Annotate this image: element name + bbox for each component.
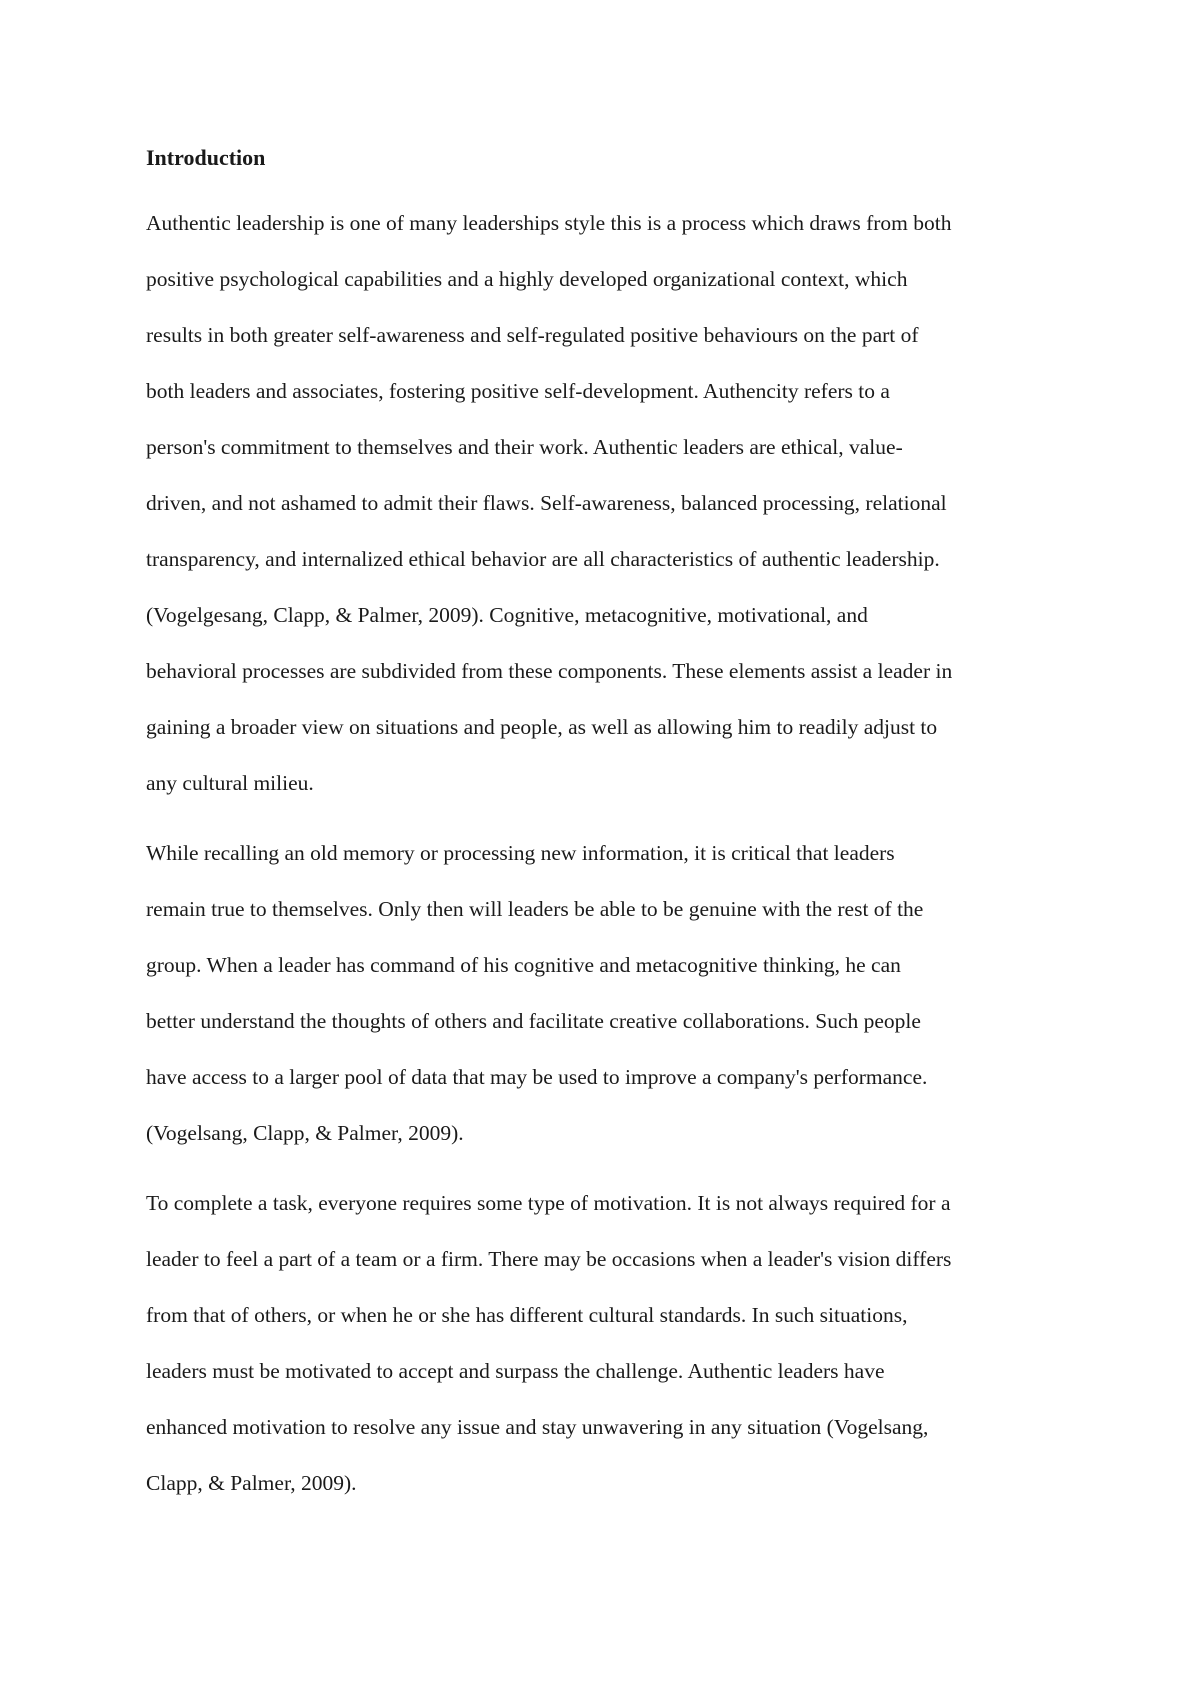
paragraph-line: both leaders and associates, fostering positive self-development. Authencity refers to a — [146, 379, 890, 403]
paragraph-line: driven, and not ashamed to admit their flaws. Self-awareness, balanced processing, relational — [146, 491, 947, 515]
paragraph-line: better understand the thoughts of others and facilitate creative collaborations. Such people — [146, 1009, 921, 1033]
paragraph-line: any cultural milieu. — [146, 771, 314, 795]
paragraph-line: person's commitment to themselves and their work. Authentic leaders are ethical, value- — [146, 435, 903, 459]
paragraph-line: leader to feel a part of a team or a firm. There may be occasions when a leader's vision differs — [146, 1247, 952, 1271]
paragraph-line: enhanced motivation to resolve any issue and stay unwavering in any situation (Vogelsang, — [146, 1415, 929, 1439]
paragraph-1 — [146, 195, 1076, 811]
paragraph-line: results in both greater self-awareness and self-regulated positive behaviours on the part of — [146, 323, 919, 347]
paragraph-line: (Vogelsang, Clapp, & Palmer, 2009). — [146, 1121, 464, 1145]
paragraph-line: While recalling an old memory or processing new information, it is critical that leaders — [146, 841, 895, 865]
paragraph-line: positive psychological capabilities and a highly developed organizational context, which — [146, 267, 908, 291]
paragraph-line: behavioral processes are subdivided from these components. These elements assist a leader in — [146, 659, 953, 683]
paragraph-line: To complete a task, everyone requires some type of motivation. It is not always required for a — [146, 1191, 951, 1215]
paragraph-line: from that of others, or when he or she has different cultural standards. In such situations, — [146, 1303, 908, 1327]
paragraph-line: (Vogelgesang, Clapp, & Palmer, 2009). Cognitive, metacognitive, motivational, and — [146, 603, 868, 627]
paragraph-2 — [146, 825, 1076, 1161]
paragraph-line: Authentic leadership is one of many leaderships style this is a process which draws from both — [146, 211, 952, 235]
paragraph-line: remain true to themselves. Only then will leaders be able to be genuine with the rest of the — [146, 897, 924, 921]
paragraph-line: gaining a broader view on situations and people, as well as allowing him to readily adjust to — [146, 715, 938, 739]
document-body — [146, 140, 1076, 1525]
paragraph-line: group. When a leader has command of his cognitive and metacognitive thinking, he can — [146, 953, 901, 977]
paragraph-line: leaders must be motivated to accept and surpass the challenge. Authentic leaders have — [146, 1359, 885, 1383]
paragraph-line: have access to a larger pool of data that may be used to improve a company's performance. — [146, 1065, 928, 1089]
paragraph-line: transparency, and internalized ethical behavior are all characteristics of authentic leadership. — [146, 547, 940, 571]
paragraph-3 — [146, 1175, 1076, 1511]
section-heading: Introduction — [146, 145, 266, 170]
paragraph-line: Clapp, & Palmer, 2009). — [146, 1471, 357, 1495]
